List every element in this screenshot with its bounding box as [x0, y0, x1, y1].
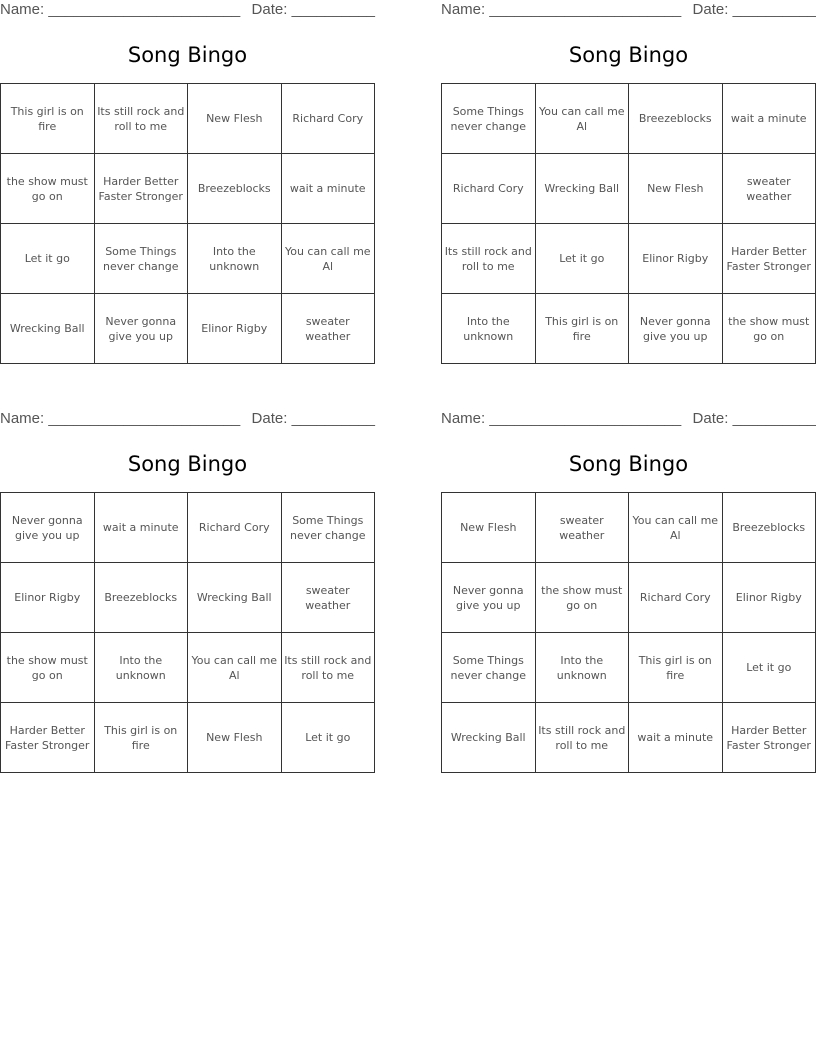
bingo-grid — [0, 492, 375, 773]
bingo-cell: You can call me Al — [535, 84, 629, 154]
grid-row — [442, 703, 816, 773]
bingo-cell: wait a minute — [722, 84, 816, 154]
grid-row — [442, 154, 816, 224]
bingo-cell: Elinor Rigby — [722, 563, 816, 633]
bingo-cell: Wrecking Ball — [535, 154, 629, 224]
bingo-cell: Some Things never change — [442, 84, 536, 154]
bingo-cell: sweater weather — [535, 493, 629, 563]
bingo-grid — [0, 83, 375, 364]
grid-row — [442, 84, 816, 154]
bingo-cell: Into the unknown — [94, 633, 188, 703]
bingo-cell: Let it go — [1, 224, 95, 294]
bingo-cell: This girl is on fire — [1, 84, 95, 154]
card-header — [441, 409, 816, 429]
bingo-cell: Richard Cory — [188, 493, 282, 563]
bingo-cell: Elinor Rigby — [1, 563, 95, 633]
name-field: Name: _______________________ — [441, 410, 682, 427]
bingo-cell: the show must go on — [722, 294, 816, 364]
bingo-cell: Breezeblocks — [629, 84, 723, 154]
grid-row — [442, 633, 816, 703]
bingo-cell: Some Things never change — [281, 493, 375, 563]
bingo-cell: Some Things never change — [442, 633, 536, 703]
grid-row — [1, 703, 375, 773]
bingo-cell: wait a minute — [94, 493, 188, 563]
bingo-cell: Wrecking Ball — [188, 563, 282, 633]
bingo-cell: Into the unknown — [188, 224, 282, 294]
bingo-cell: Breezeblocks — [188, 154, 282, 224]
bingo-cell: Breezeblocks — [722, 493, 816, 563]
bingo-cell: You can call me Al — [629, 493, 723, 563]
grid-row — [1, 294, 375, 364]
bingo-cell: Its still rock and roll to me — [535, 703, 629, 773]
bingo-cell: Richard Cory — [629, 563, 723, 633]
name-field: Name: _______________________ — [0, 1, 241, 18]
bingo-cell: Wrecking Ball — [442, 703, 536, 773]
bingo-cell: Into the unknown — [535, 633, 629, 703]
bingo-cell: This girl is on fire — [94, 703, 188, 773]
grid-row — [442, 563, 816, 633]
bingo-cell: Let it go — [281, 703, 375, 773]
bingo-cell: This girl is on fire — [535, 294, 629, 364]
bingo-cell: the show must go on — [535, 563, 629, 633]
date-field: Date: __________ — [251, 410, 375, 427]
bingo-cell: Let it go — [722, 633, 816, 703]
bingo-cell: Harder Better Faster Stronger — [722, 224, 816, 294]
bingo-cell: sweater weather — [281, 563, 375, 633]
bingo-cell: Elinor Rigby — [188, 294, 282, 364]
card-title: Song Bingo — [568, 452, 689, 476]
bingo-cell: Never gonna give you up — [94, 294, 188, 364]
bingo-cell: the show must go on — [1, 154, 95, 224]
bingo-cell: wait a minute — [629, 703, 723, 773]
bingo-cell: New Flesh — [188, 84, 282, 154]
date-field: Date: __________ — [692, 1, 816, 18]
bingo-cell: sweater weather — [722, 154, 816, 224]
bingo-cell: Elinor Rigby — [629, 224, 723, 294]
date-field: Date: __________ — [251, 1, 375, 18]
grid-row — [442, 493, 816, 563]
bingo-cell: Harder Better Faster Stronger — [1, 703, 95, 773]
grid-row — [1, 224, 375, 294]
bingo-cell: New Flesh — [629, 154, 723, 224]
bingo-cell: This girl is on fire — [629, 633, 723, 703]
date-field: Date: __________ — [692, 410, 816, 427]
bingo-cell: Into the unknown — [442, 294, 536, 364]
bingo-cell: New Flesh — [442, 493, 536, 563]
bingo-grid — [441, 492, 816, 773]
bingo-cell: Breezeblocks — [94, 563, 188, 633]
bingo-cell: Its still rock and roll to me — [94, 84, 188, 154]
bingo-cell: You can call me Al — [281, 224, 375, 294]
bingo-cell: Harder Better Faster Stronger — [94, 154, 188, 224]
bingo-cell: Richard Cory — [281, 84, 375, 154]
grid-row — [1, 154, 375, 224]
bingo-cell: Let it go — [535, 224, 629, 294]
grid-row — [1, 84, 375, 154]
bingo-cell: Wrecking Ball — [1, 294, 95, 364]
bingo-cell: Never gonna give you up — [629, 294, 723, 364]
card-header — [0, 0, 375, 20]
bingo-cell: sweater weather — [281, 294, 375, 364]
card-header — [441, 0, 816, 20]
card-title: Song Bingo — [127, 452, 248, 476]
card-title: Song Bingo — [127, 43, 248, 67]
grid-row — [1, 563, 375, 633]
bingo-grid — [441, 83, 816, 364]
card-title: Song Bingo — [568, 43, 689, 67]
name-field: Name: _______________________ — [441, 1, 682, 18]
bingo-cell: Its still rock and roll to me — [281, 633, 375, 703]
bingo-cell: wait a minute — [281, 154, 375, 224]
bingo-cell: Never gonna give you up — [1, 493, 95, 563]
bingo-cell: Never gonna give you up — [442, 563, 536, 633]
bingo-cell: You can call me Al — [188, 633, 282, 703]
card-header — [0, 409, 375, 429]
name-field: Name: _______________________ — [0, 410, 241, 427]
grid-row — [442, 294, 816, 364]
bingo-cell: the show must go on — [1, 633, 95, 703]
bingo-cell: New Flesh — [188, 703, 282, 773]
bingo-cell: Its still rock and roll to me — [442, 224, 536, 294]
bingo-cell: Harder Better Faster Stronger — [722, 703, 816, 773]
grid-row — [1, 493, 375, 563]
grid-row — [442, 224, 816, 294]
grid-row — [1, 633, 375, 703]
bingo-cell: Richard Cory — [442, 154, 536, 224]
bingo-cell: Some Things never change — [94, 224, 188, 294]
